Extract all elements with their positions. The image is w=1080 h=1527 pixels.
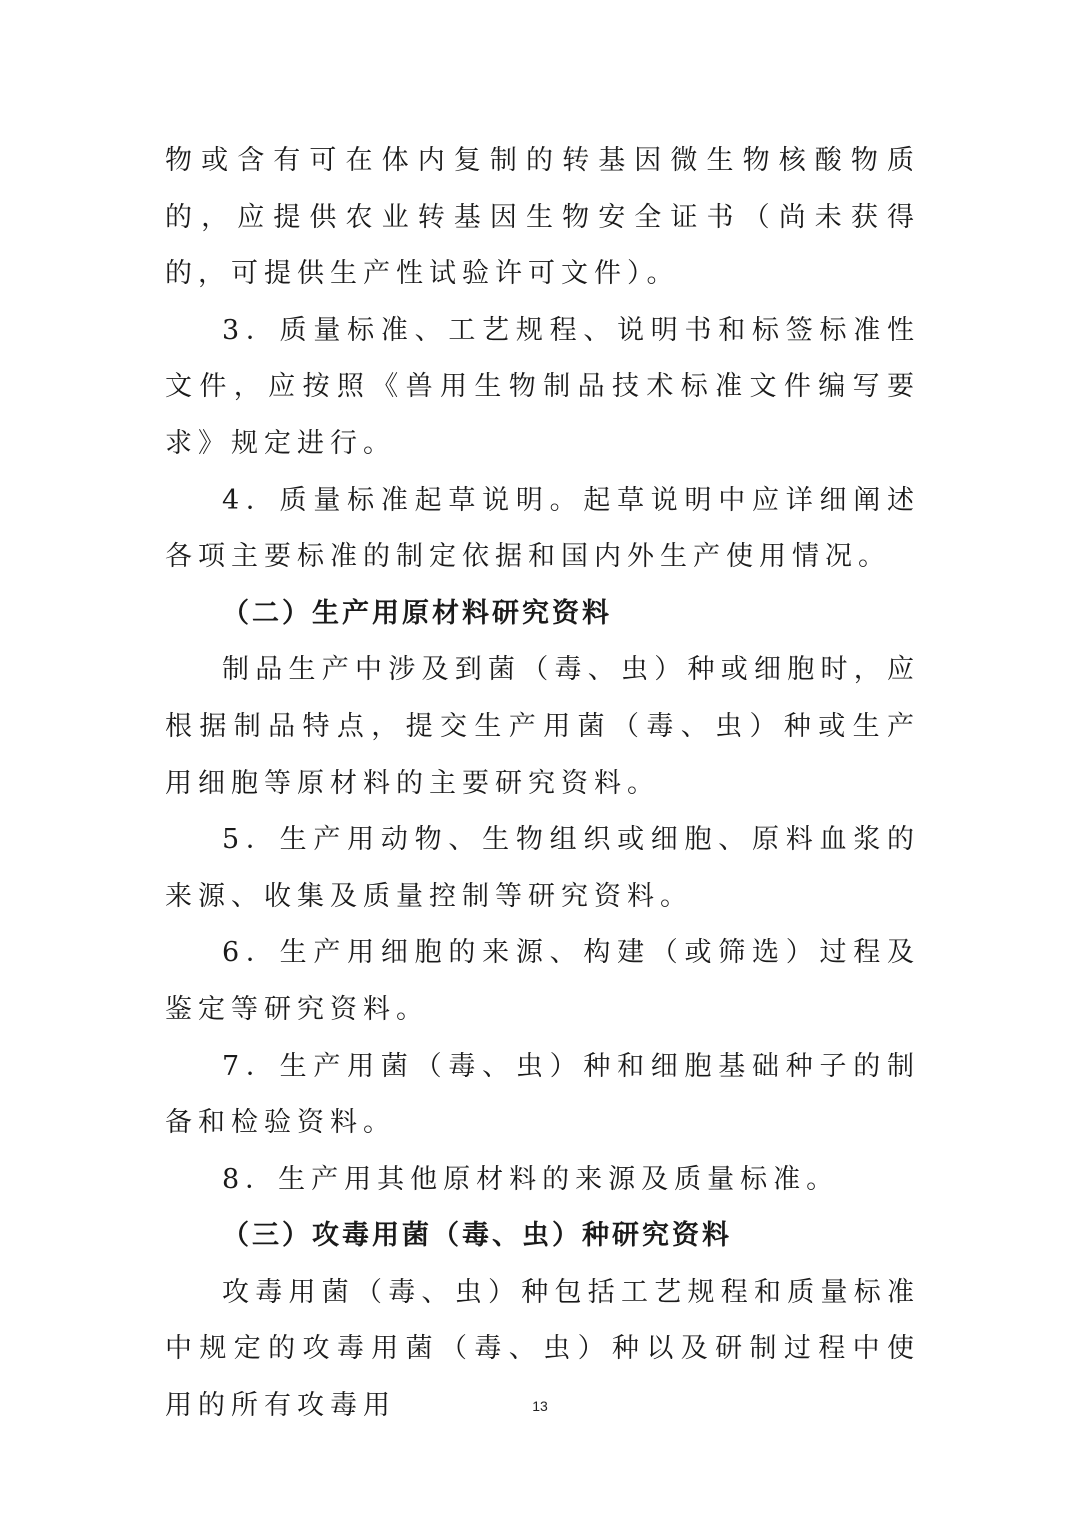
document-body <box>165 133 920 1435</box>
paragraph-item-3-quality-standards: 3．质量标准、工艺规程、说明书和标签标准性文件，应按照《兽用生物制品技术标准文件编写要求》规定进行。 <box>165 314 920 459</box>
paragraph-raw-materials-intro: 制品生产中涉及到菌（毒、虫）种或细胞时，应根据制品特点，提交生产用菌（毒、虫）种或生产用细胞等原材料的主要研究资料。 <box>165 654 920 799</box>
paragraph-transgenic-certificate: 物或含有可在体内复制的转基因微生物核酸物质的，应提供农业转基因生物安全证书（尚未获得的，可提供生产性试验许可文件）。 <box>165 145 920 290</box>
paragraph-item-8-other-materials: 8．生产用其他原材料的来源及质量标准。 <box>222 1163 840 1195</box>
paragraph-item-7-seed-preparation: 7．生产用菌（毒、虫）种和细胞基础种子的制备和检验资料。 <box>165 1050 920 1139</box>
paragraph-challenge-strains-intro: 攻毒用菌（毒、虫）种包括工艺规程和质量标准中规定的攻毒用菌（毒、虫）种以及研制过程中使用的所有攻毒用 <box>165 1276 920 1422</box>
paragraph-item-4-drafting-notes: 4．质量标准起草说明。起草说明中应详细阐述各项主要标准的制定依据和国内外生产使用情况。 <box>165 484 920 573</box>
page-number: 13 <box>532 1398 548 1414</box>
section-heading-challenge-strains: （三）攻毒用菌（毒、虫）种研究资料 <box>222 1220 732 1252</box>
section-heading-raw-materials: （二）生产用原材料研究资料 <box>222 597 612 629</box>
paragraph-item-6-cell-source: 6．生产用细胞的来源、构建（或筛选）过程及鉴定等研究资料。 <box>165 937 920 1025</box>
paragraph-item-5-animals-tissues: 5．生产用动物、生物组织或细胞、原料血浆的来源、收集及质量控制等研究资料。 <box>165 824 920 912</box>
